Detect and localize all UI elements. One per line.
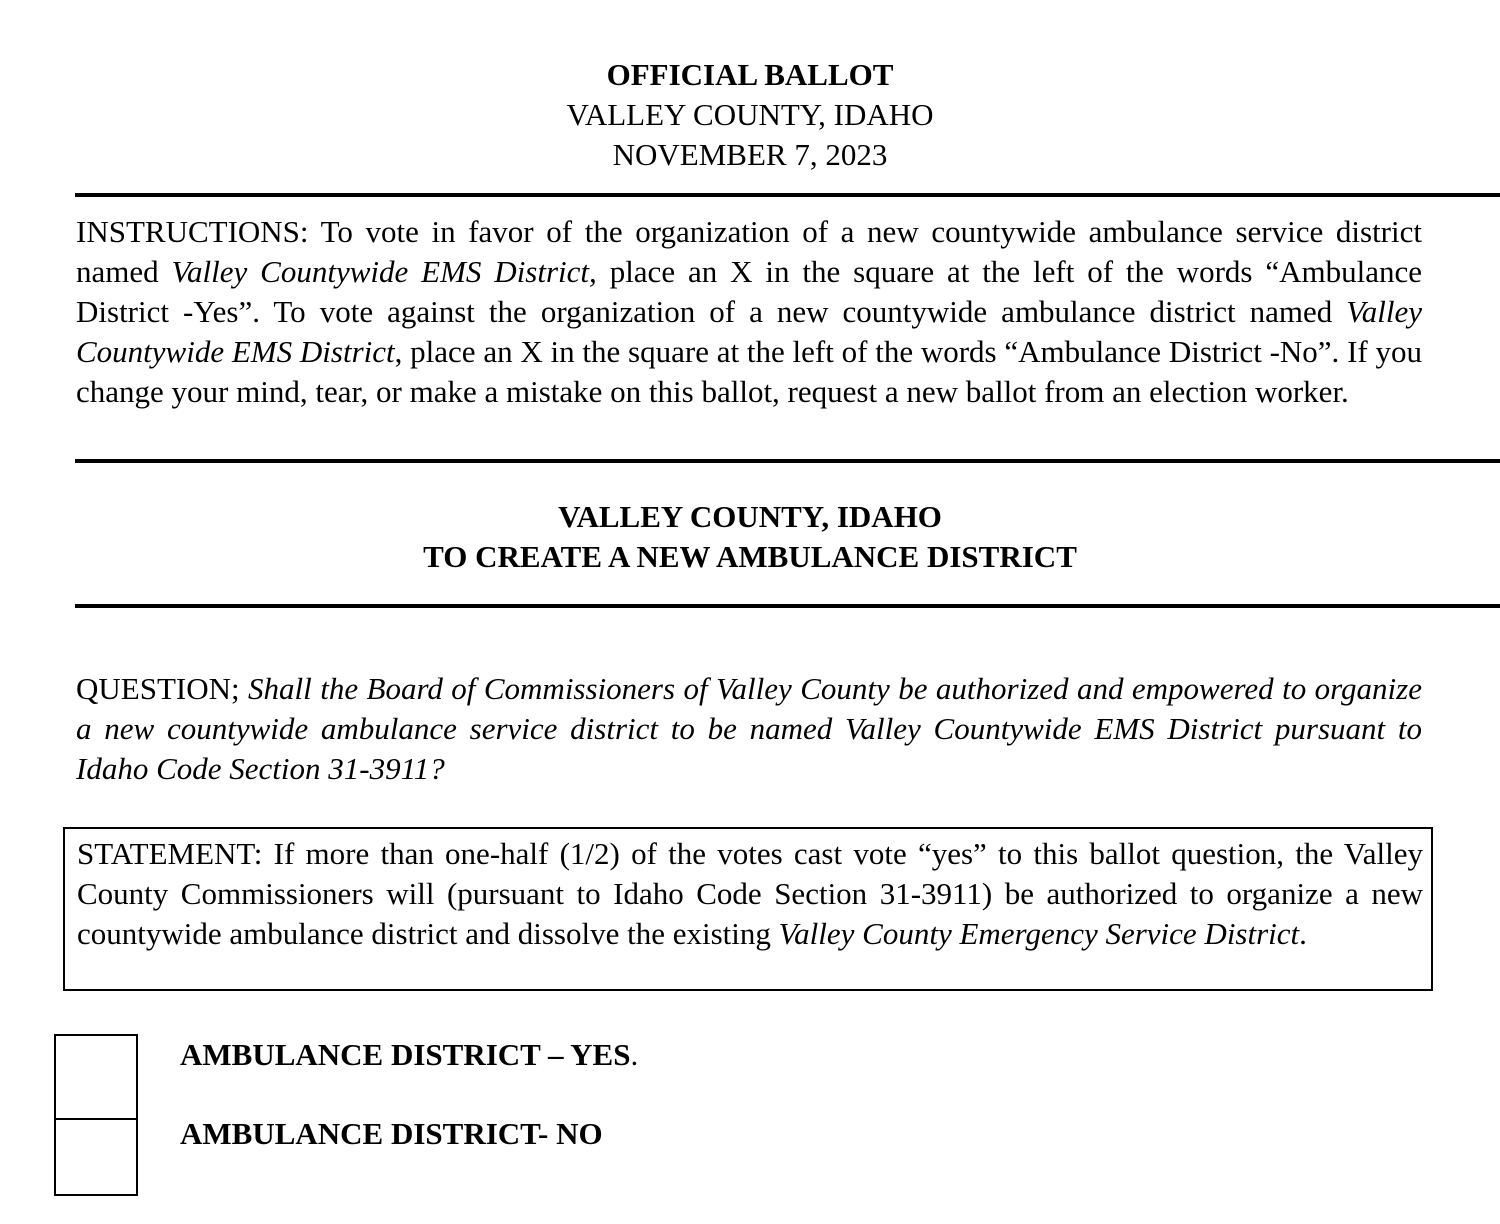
- statement-paragraph: [77, 834, 1423, 954]
- divider-rule-3: [75, 604, 1500, 608]
- ballot-county: VALLEY COUNTY, IDAHO: [566, 97, 934, 132]
- instructions-district-name-1: Valley Countywide EMS District,: [171, 254, 597, 289]
- question-text: Shall the Board of Commissioners of Valley County be authorized and empowered to organize a new countywide ambulance service district to be named Valley Countywide EMS District pursuant to Idaho Code Section 31-3911?: [76, 671, 1422, 786]
- instructions-paragraph: [76, 212, 1422, 412]
- section-title-county: VALLEY COUNTY, IDAHO: [558, 499, 942, 534]
- divider-rule-1: [75, 193, 1500, 197]
- vote-yes-label-period: .: [630, 1037, 639, 1072]
- statement-district: Valley County Emergency Service District: [778, 916, 1300, 951]
- vote-yes-checkbox[interactable]: [54, 1034, 138, 1120]
- vote-no-label: AMBULANCE DISTRICT- NO: [180, 1116, 603, 1151]
- section-title-purpose: TO CREATE A NEW AMBULANCE DISTRICT: [423, 539, 1077, 574]
- question-label: QUESTION;: [76, 671, 249, 706]
- ballot-date: NOVEMBER 7, 2023: [612, 137, 888, 172]
- instructions-middle: place an X in the square at the left of the words “Ambulance District -Yes”. To vote against the organization of a new countywide ambulance district named: [76, 254, 1422, 329]
- statement-end: .: [1299, 916, 1307, 951]
- statement-box: [63, 827, 1433, 991]
- instructions-tail: , place an X in the square at the left of the words “Ambulance District -No”. If you change your mind, tear, or make a mistake on this ballot, request a new ballot from an election worker.: [76, 334, 1422, 409]
- instructions-lead: INSTRUCTIONS: To vote in favor of the organization of a new countywide ambulance service district named: [76, 214, 1422, 289]
- divider-rule-2: [75, 459, 1500, 463]
- vote-yes-label-text: AMBULANCE DISTRICT – YES: [180, 1037, 631, 1072]
- instructions-district-name-2: Valley Countywide EMS District: [76, 294, 1422, 369]
- section-title: [0, 497, 1500, 577]
- vote-yes-label: [180, 1035, 638, 1075]
- question-paragraph: [76, 669, 1422, 789]
- vote-no-checkbox[interactable]: [54, 1118, 138, 1196]
- ballot-header: [0, 55, 1500, 175]
- ballot-title: OFFICIAL BALLOT: [606, 57, 894, 92]
- statement-text: STATEMENT: If more than one-half (1/2) of the votes cast vote “yes” to this ballot question, the Valley County Commissioners will (pursuant to Idaho Code Section 31-3911) be authorized to organize a new countywide ambulance district and dissolve the existing: [77, 836, 1423, 951]
